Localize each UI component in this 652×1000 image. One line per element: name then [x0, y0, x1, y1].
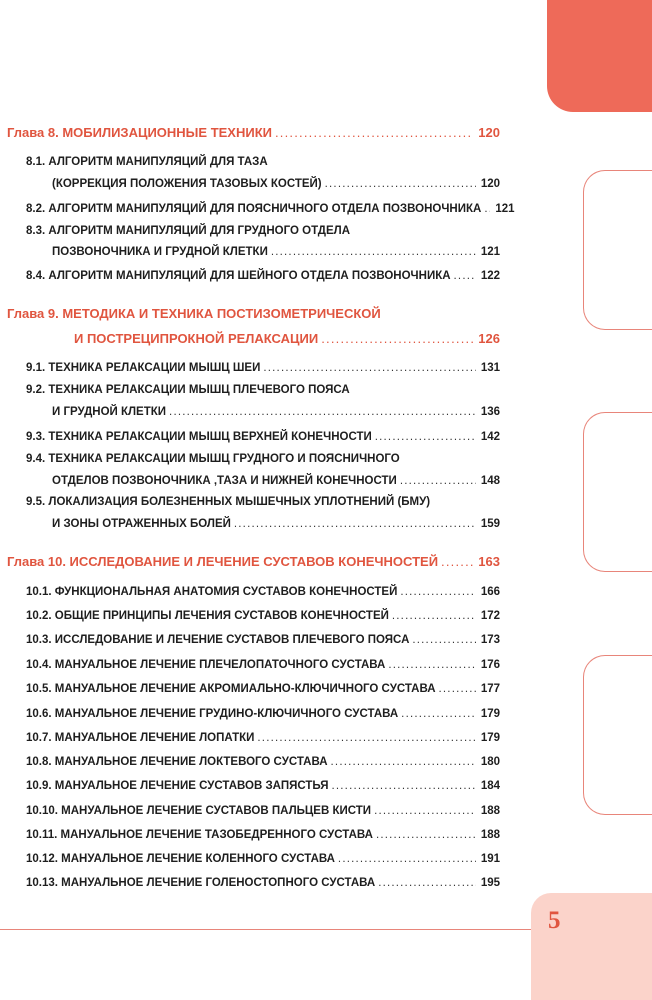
section-tab-active — [547, 0, 652, 112]
toc-entry-10-4[interactable] — [26, 659, 500, 671]
toc-page: 184 — [480, 780, 500, 792]
toc-title: 10.2. ОБЩИЕ ПРИНЦИПЫ ЛЕЧЕНИЯ СУСТАВОВ КОНЕЧНОСТЕЙ — [26, 610, 389, 622]
toc-page: 142 — [480, 431, 500, 443]
toc-title: 10.12. МАНУАЛЬНОЕ ЛЕЧЕНИЕ КОЛЕННОГО СУСТАВА — [26, 853, 335, 865]
toc-title: 10.6. МАНУАЛЬНОЕ ЛЕЧЕНИЕ ГРУДИНО-КЛЮЧИЧНОГО СУСТАВА — [26, 708, 399, 720]
toc-entry-10-13[interactable] — [26, 877, 500, 889]
toc-page: 148 — [480, 475, 500, 487]
toc-leader — [400, 586, 475, 598]
toc-title: 10.13. МАНУАЛЬНОЕ ЛЕЧЕНИЕ ГОЛЕНОСТОПНОГО СУСТАВА — [26, 877, 376, 889]
toc-entry-9-3[interactable] — [26, 431, 500, 443]
toc-page: 173 — [480, 634, 500, 646]
toc-leader — [275, 125, 473, 140]
toc-page: 191 — [480, 853, 500, 865]
toc-page: 120 — [480, 178, 500, 190]
toc-entry-9-5-line1: 9.5. ЛОКАЛИЗАЦИЯ БОЛЕЗНЕННЫХ МЫШЕЧНЫХ УПЛОТНЕНИЙ (БМУ) — [26, 496, 431, 508]
toc-title: ПОЗВОНОЧНИКА И ГРУДНОЙ КЛЕТКИ — [52, 246, 268, 258]
toc-leader — [400, 475, 476, 487]
toc-leader — [332, 780, 476, 792]
toc-title: Глава 10. ИССЛЕДОВАНИЕ И ЛЕЧЕНИЕ СУСТАВОВ КОНЕЧНОСТЕЙ — [7, 554, 439, 569]
toc-page: 179 — [480, 732, 500, 744]
toc-entry-10-10[interactable] — [26, 805, 500, 817]
section-tab — [583, 412, 652, 572]
toc-title: 10.4. МАНУАЛЬНОЕ ЛЕЧЕНИЕ ПЛЕЧЕЛОПАТОЧНОГО СУСТАВА — [26, 659, 386, 671]
toc-entry-10-9[interactable] — [26, 780, 500, 792]
toc-page: 166 — [480, 586, 500, 598]
toc-entry-9-4[interactable] — [52, 475, 500, 487]
toc-title: 9.1. ТЕХНИКА РЕЛАКСАЦИИ МЫШЦ ШЕИ — [26, 362, 261, 374]
toc-entry-10-3[interactable] — [26, 634, 500, 646]
section-tab — [583, 170, 652, 330]
toc-entry-8-3[interactable] — [52, 246, 500, 258]
page-number: 5 — [548, 907, 561, 934]
toc-entry-10-2[interactable] — [26, 610, 500, 622]
toc-page: 195 — [480, 877, 500, 889]
toc-entry-8-4[interactable] — [26, 270, 500, 282]
toc-title: 10.1. ФУНКЦИОНАЛЬНАЯ АНАТОМИЯ СУСТАВОВ КОНЕЧНОСТЕЙ — [26, 586, 398, 598]
toc-page: 121 — [495, 203, 515, 215]
toc-page: 163 — [478, 554, 500, 569]
toc-entry-8-1[interactable] — [52, 178, 500, 190]
toc-entry-10-11[interactable] — [26, 829, 500, 841]
toc-title: 10.11. МАНУАЛЬНОЕ ЛЕЧЕНИЕ ТАЗОБЕДРЕННОГО СУСТАВА — [26, 829, 373, 841]
toc-page: 120 — [478, 125, 500, 140]
toc-page: 136 — [480, 406, 500, 418]
toc-leader — [331, 756, 476, 768]
toc-title: ОТДЕЛОВ ПОЗВОНОЧНИКА ,ТАЗА И НИЖНЕЙ КОНЕЧНОСТИ — [52, 475, 397, 487]
toc-leader — [412, 634, 475, 646]
section-tab — [583, 655, 652, 815]
toc-leader — [392, 610, 476, 622]
toc-title: 10.3. ИССЛЕДОВАНИЕ И ЛЕЧЕНИЕ СУСТАВОВ ПЛЕЧЕВОГО ПОЯСА — [26, 634, 410, 646]
toc-page: 121 — [480, 246, 500, 258]
toc-leader — [374, 805, 476, 817]
toc-leader — [439, 683, 476, 695]
toc-entry-10-5[interactable] — [26, 683, 500, 695]
toc-page: 131 — [480, 362, 500, 374]
toc-title: И ГРУДНОЙ КЛЕТКИ — [52, 406, 167, 418]
toc-leader — [263, 362, 475, 374]
toc-entry-10-8[interactable] — [26, 756, 500, 768]
toc-title: Глава 8. МОБИЛИЗАЦИОННЫЕ ТЕХНИКИ — [7, 125, 272, 140]
toc-entry-10-6[interactable] — [26, 708, 500, 720]
toc-entry-10-1[interactable] — [26, 586, 500, 598]
toc-chapter-10[interactable] — [7, 554, 500, 569]
toc-leader — [376, 829, 476, 841]
toc-page: 188 — [480, 805, 500, 817]
toc-leader — [454, 270, 476, 282]
toc-entry-9-5[interactable] — [52, 518, 500, 530]
toc-chapter-9-line1: Глава 9. МЕТОДИКА И ТЕХНИКА ПОСТИЗОМЕТРИЧЕСКОЙ — [7, 306, 381, 321]
toc-leader — [271, 246, 476, 258]
toc-entry-9-2[interactable] — [52, 406, 500, 418]
toc-title: 10.5. МАНУАЛЬНОЕ ЛЕЧЕНИЕ АКРОМИАЛЬНО-КЛЮЧИЧНОГО СУСТАВА — [26, 683, 436, 695]
toc-leader — [338, 853, 476, 865]
toc-title: 10.7. МАНУАЛЬНОЕ ЛЕЧЕНИЕ ЛОПАТКИ — [26, 732, 255, 744]
toc-leader — [484, 203, 490, 215]
toc-leader — [375, 431, 476, 443]
toc-leader — [321, 331, 473, 346]
toc-page: 172 — [480, 610, 500, 622]
toc-title: И ЗОНЫ ОТРАЖЕННЫХ БОЛЕЙ — [52, 518, 231, 530]
toc-entry-9-2-line1: 9.2. ТЕХНИКА РЕЛАКСАЦИИ МЫШЦ ПЛЕЧЕВОГО ПОЯСА — [26, 384, 350, 396]
toc-page: 122 — [480, 270, 500, 282]
toc-page: 188 — [480, 829, 500, 841]
toc-entry-9-4-line1: 9.4. ТЕХНИКА РЕЛАКСАЦИИ МЫШЦ ГРУДНОГО И ПОЯСНИЧНОГО — [26, 453, 400, 465]
toc-page: 126 — [478, 331, 500, 346]
toc-title: И ПОСТРЕЦИПРОКНОЙ РЕЛАКСАЦИИ — [74, 331, 319, 346]
toc-page: 180 — [480, 756, 500, 768]
toc-entry-8-2[interactable] — [26, 203, 515, 215]
toc-page: 159 — [480, 518, 500, 530]
toc-page: 179 — [480, 708, 500, 720]
toc-entry-9-1[interactable] — [26, 362, 500, 374]
toc-leader — [257, 732, 475, 744]
toc-leader — [325, 178, 476, 190]
toc-title: 9.3. ТЕХНИКА РЕЛАКСАЦИИ МЫШЦ ВЕРХНЕЙ КОНЕЧНОСТИ — [26, 431, 372, 443]
toc-page: 177 — [480, 683, 500, 695]
toc-title: 8.2. АЛГОРИТМ МАНИПУЛЯЦИЙ ДЛЯ ПОЯСНИЧНОГО ОТДЕЛА ПОЗВОНОЧНИКА — [26, 203, 482, 215]
toc-leader — [388, 659, 475, 671]
toc-entry-10-12[interactable] — [26, 853, 500, 865]
toc-title: 10.9. МАНУАЛЬНОЕ ЛЕЧЕНИЕ СУСТАВОВ ЗАПЯСТЬЯ — [26, 780, 329, 792]
toc-leader — [234, 518, 476, 530]
toc-chapter-9[interactable] — [74, 331, 500, 346]
toc-entry-8-3-line1: 8.3. АЛГОРИТМ МАНИПУЛЯЦИЙ ДЛЯ ГРУДНОГО ОТДЕЛА — [26, 225, 351, 237]
toc-entry-8-1-line1: 8.1. АЛГОРИТМ МАНИПУЛЯЦИЙ ДЛЯ ТАЗА — [26, 156, 268, 168]
toc-leader — [441, 554, 473, 569]
toc-chapter-8[interactable] — [7, 125, 500, 140]
toc-page: 176 — [480, 659, 500, 671]
toc-title: 10.8. МАНУАЛЬНОЕ ЛЕЧЕНИЕ ЛОКТЕВОГО СУСТАВА — [26, 756, 328, 768]
toc-title: 10.10. МАНУАЛЬНОЕ ЛЕЧЕНИЕ СУСТАВОВ ПАЛЬЦЕВ КИСТИ — [26, 805, 372, 817]
toc-leader — [401, 708, 476, 720]
toc-leader — [378, 877, 476, 889]
footer-divider — [0, 929, 531, 930]
toc-entry-10-7[interactable] — [26, 732, 500, 744]
toc-title: (КОРРЕКЦИЯ ПОЛОЖЕНИЯ ТАЗОВЫХ КОСТЕЙ) — [52, 178, 322, 190]
toc-leader — [169, 406, 476, 418]
toc-title: 8.4. АЛГОРИТМ МАНИПУЛЯЦИЙ ДЛЯ ШЕЙНОГО ОТДЕЛА ПОЗВОНОЧНИКА — [26, 270, 451, 282]
